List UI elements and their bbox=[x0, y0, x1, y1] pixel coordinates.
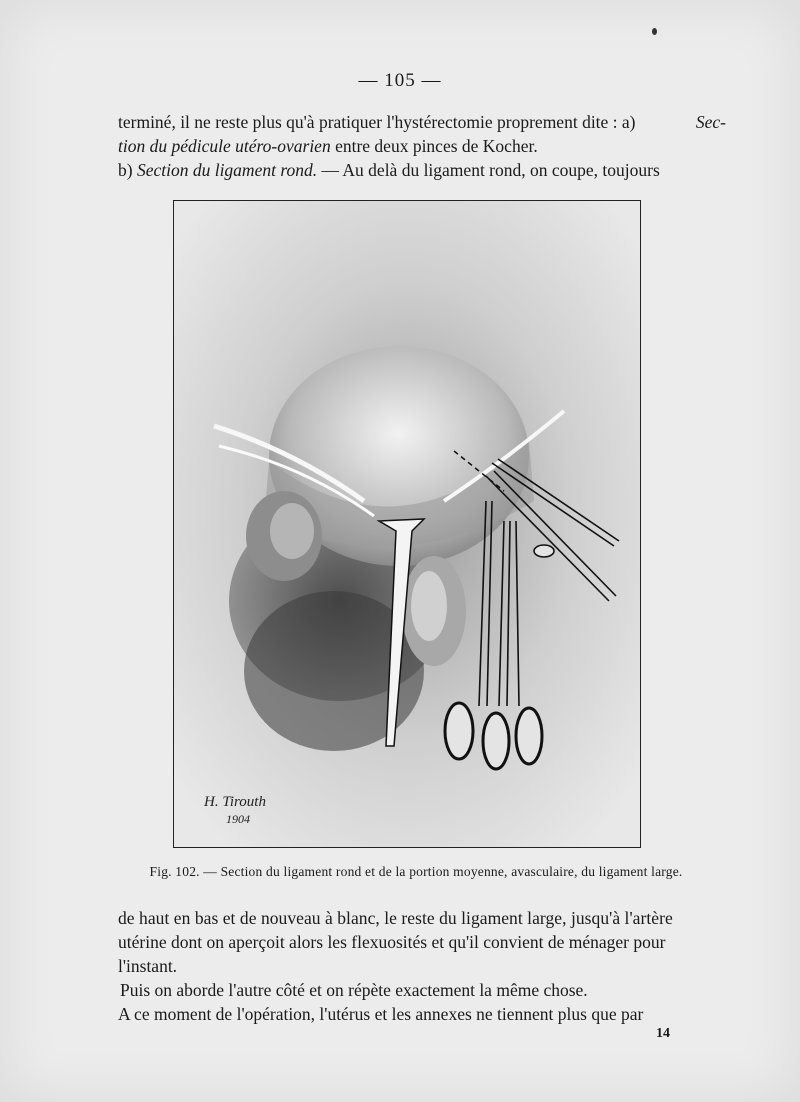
surgical-illustration bbox=[173, 200, 641, 848]
text-line bbox=[118, 134, 726, 158]
text-line bbox=[118, 158, 726, 182]
page-number: — 105 — bbox=[358, 70, 442, 91]
illustration-drawing bbox=[174, 201, 640, 847]
text-segment-italic: tion du pédicule utéro-ovarien bbox=[118, 136, 331, 156]
bottom-paragraph bbox=[118, 906, 726, 1026]
text-segment: entre deux pinces de Kocher. bbox=[335, 136, 538, 156]
artist-signature-year: 1904 bbox=[226, 812, 250, 826]
text-segment: — Au delà du ligament rond, on coupe, toujours bbox=[321, 160, 660, 180]
text-segment: terminé, il ne reste plus qu'à pratiquer l'hystérectomie proprement dite : a) bbox=[118, 112, 636, 132]
text-line: A ce moment de l'opération, l'utérus et les annexes ne tiennent plus que par bbox=[118, 1004, 644, 1024]
ink-speck bbox=[652, 28, 657, 35]
text-segment-italic: Sec- bbox=[695, 112, 726, 132]
artist-signature: H. Tirouth bbox=[204, 794, 266, 810]
text-line: utérine dont on aperçoit alors les flexuosités et qu'il convient de ménager pour bbox=[118, 932, 666, 952]
text-line: de haut en bas et de nouveau à blanc, le reste du ligament large, jusqu'à l'artère bbox=[118, 908, 673, 928]
text-segment: b) bbox=[118, 160, 133, 180]
text-line: Puis on aborde l'autre côté et on répète exactement la même chose. bbox=[120, 980, 588, 1000]
figure-caption: Fig. 102. — Section du ligament rond et de la portion moyenne, avasculaire, du ligament large. bbox=[149, 864, 683, 879]
text-segment-italic: Section du ligament rond. bbox=[136, 160, 318, 180]
signature-mark: 14 bbox=[656, 1026, 670, 1041]
text-line bbox=[118, 110, 726, 134]
text-line: l'instant. bbox=[118, 956, 178, 976]
top-paragraph bbox=[118, 110, 726, 182]
